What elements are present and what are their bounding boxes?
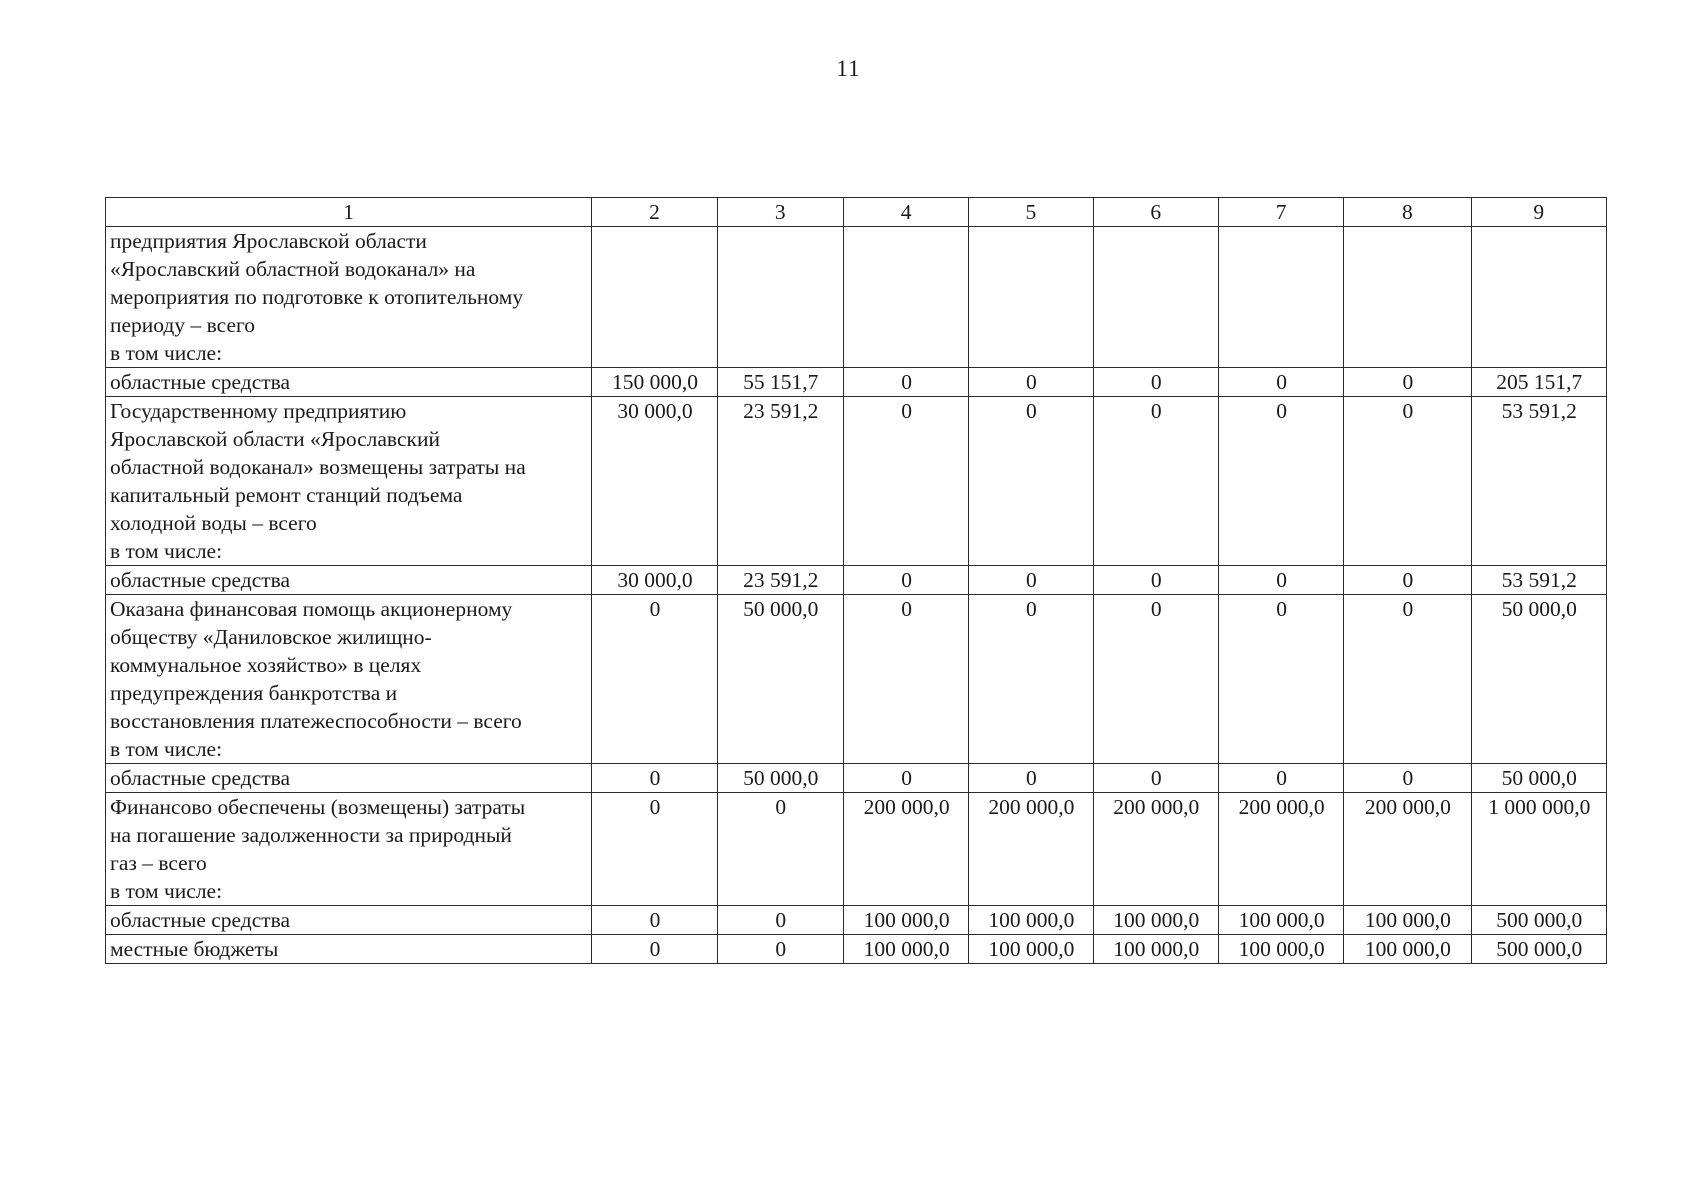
value-cell: 0 (969, 764, 1093, 793)
column-number-header: 8 (1344, 198, 1471, 227)
description-line: областные средства (110, 370, 291, 394)
description-line: холодной воды – всего (110, 511, 317, 535)
value-cell: 50 000,0 (717, 595, 843, 764)
column-number-header: 2 (592, 198, 717, 227)
row-description-cell (106, 935, 592, 964)
value-cell: 0 (843, 595, 968, 764)
value-cell: 23 591,2 (717, 397, 843, 566)
description-line: на погашение задолженности за природный (110, 823, 512, 847)
value-cell: 0 (1093, 764, 1218, 793)
financing-table (105, 197, 1607, 964)
row-description-cell (106, 906, 592, 935)
value-cell: 0 (1093, 397, 1218, 566)
value-cell: 200 000,0 (1344, 793, 1471, 906)
value-cell: 0 (1093, 566, 1218, 595)
row-description-cell (106, 566, 592, 595)
value-cell: 0 (843, 566, 968, 595)
value-cell: 100 000,0 (969, 906, 1093, 935)
value-cell (717, 227, 843, 368)
value-cell: 0 (1093, 595, 1218, 764)
value-cell: 100 000,0 (1344, 935, 1471, 964)
value-cell: 0 (1344, 595, 1471, 764)
description-line: Ярославской области «Ярославский (110, 427, 440, 451)
value-cell: 50 000,0 (717, 764, 843, 793)
description-line: газ – всего (110, 851, 207, 875)
description-line: Финансово обеспечены (возмещены) затраты (110, 795, 526, 819)
value-cell: 0 (969, 595, 1093, 764)
column-number-header: 1 (106, 198, 592, 227)
value-cell: 0 (1218, 764, 1343, 793)
value-cell: 0 (717, 935, 843, 964)
description-line: Государственному предприятию (110, 399, 407, 423)
description-line: мероприятия по подготовке к отопительному (110, 285, 524, 309)
value-cell: 0 (969, 566, 1093, 595)
value-cell: 0 (1218, 595, 1343, 764)
description-line: коммунальное хозяйство» в целях (110, 653, 422, 677)
value-cell: 0 (1344, 566, 1471, 595)
page-number: 11 (836, 56, 861, 81)
row-description-cell (106, 368, 592, 397)
value-cell: 23 591,2 (717, 566, 843, 595)
row-description-cell (106, 595, 592, 764)
value-cell (1344, 227, 1471, 368)
description-line: обществу «Даниловское жилищно- (110, 625, 432, 649)
table-row (106, 368, 1607, 397)
value-cell: 0 (592, 595, 717, 764)
column-number-header: 4 (843, 198, 968, 227)
value-cell: 200 000,0 (1093, 793, 1218, 906)
description-line: областные средства (110, 766, 291, 790)
table-row (106, 595, 1607, 764)
value-cell: 100 000,0 (843, 935, 968, 964)
table-row (106, 906, 1607, 935)
value-cell: 100 000,0 (1093, 906, 1218, 935)
value-cell: 100 000,0 (1218, 935, 1343, 964)
value-cell (843, 227, 968, 368)
value-cell (1218, 227, 1343, 368)
description-line: предупреждения банкротства и (110, 681, 398, 705)
value-cell: 0 (592, 906, 717, 935)
total-cell (1471, 227, 1606, 368)
row-description-cell (106, 397, 592, 566)
value-cell: 0 (1344, 368, 1471, 397)
table-row (106, 566, 1607, 595)
column-number-header: 6 (1093, 198, 1218, 227)
row-description-cell (106, 227, 592, 368)
value-cell: 30 000,0 (592, 566, 717, 595)
value-cell: 100 000,0 (1093, 935, 1218, 964)
value-cell: 0 (1093, 368, 1218, 397)
value-cell (1093, 227, 1218, 368)
value-cell: 0 (1218, 397, 1343, 566)
total-cell: 500 000,0 (1471, 935, 1606, 964)
value-cell: 0 (1344, 764, 1471, 793)
value-cell: 0 (969, 397, 1093, 566)
value-cell: 0 (843, 764, 968, 793)
description-line: в том числе: (110, 737, 223, 761)
value-cell: 0 (592, 793, 717, 906)
total-cell: 53 591,2 (1471, 397, 1606, 566)
total-cell: 205 151,7 (1471, 368, 1606, 397)
row-description-cell (106, 793, 592, 906)
value-cell: 0 (969, 368, 1093, 397)
value-cell: 200 000,0 (969, 793, 1093, 906)
description-line: областные средства (110, 908, 291, 932)
value-cell: 55 151,7 (717, 368, 843, 397)
value-cell (592, 227, 717, 368)
description-line: Оказана финансовая помощь акционерному (110, 597, 513, 621)
description-line: областные средства (110, 568, 291, 592)
value-cell: 0 (1344, 397, 1471, 566)
value-cell: 0 (717, 793, 843, 906)
column-number-header: 7 (1218, 198, 1343, 227)
description-line: капитальный ремонт станций подъема (110, 483, 463, 507)
value-cell (969, 227, 1093, 368)
value-cell: 30 000,0 (592, 397, 717, 566)
value-cell: 0 (843, 368, 968, 397)
table-row (106, 227, 1607, 368)
column-number-header: 9 (1471, 198, 1606, 227)
value-cell: 200 000,0 (843, 793, 968, 906)
total-cell: 500 000,0 (1471, 906, 1606, 935)
table-row (106, 935, 1607, 964)
value-cell: 100 000,0 (1218, 906, 1343, 935)
value-cell: 100 000,0 (969, 935, 1093, 964)
description-line: в том числе: (110, 341, 223, 365)
column-number-header: 5 (969, 198, 1093, 227)
value-cell: 0 (717, 906, 843, 935)
value-cell: 0 (592, 935, 717, 964)
description-line: областной водоканал» возмещены затраты на (110, 455, 526, 479)
total-cell: 53 591,2 (1471, 566, 1606, 595)
description-line: местные бюджеты (110, 937, 279, 961)
value-cell: 150 000,0 (592, 368, 717, 397)
value-cell: 0 (592, 764, 717, 793)
description-line: предприятия Ярославской области (110, 229, 427, 253)
table-row (106, 764, 1607, 793)
value-cell: 0 (843, 397, 968, 566)
row-description-cell (106, 764, 592, 793)
description-line: в том числе: (110, 879, 223, 903)
value-cell: 200 000,0 (1218, 793, 1343, 906)
description-line: «Ярославский областной водоканал» на (110, 257, 476, 281)
column-number-row (106, 198, 1607, 227)
value-cell: 0 (1218, 566, 1343, 595)
table-row (106, 397, 1607, 566)
description-line: в том числе: (110, 539, 223, 563)
table-row (106, 793, 1607, 906)
total-cell: 50 000,0 (1471, 764, 1606, 793)
total-cell: 50 000,0 (1471, 595, 1606, 764)
value-cell: 0 (1218, 368, 1343, 397)
total-cell: 1 000 000,0 (1471, 793, 1606, 906)
value-cell: 100 000,0 (1344, 906, 1471, 935)
column-number-header: 3 (717, 198, 843, 227)
description-line: периоду – всего (110, 313, 256, 337)
value-cell: 100 000,0 (843, 906, 968, 935)
description-line: восстановления платежеспособности – всего (110, 709, 522, 733)
